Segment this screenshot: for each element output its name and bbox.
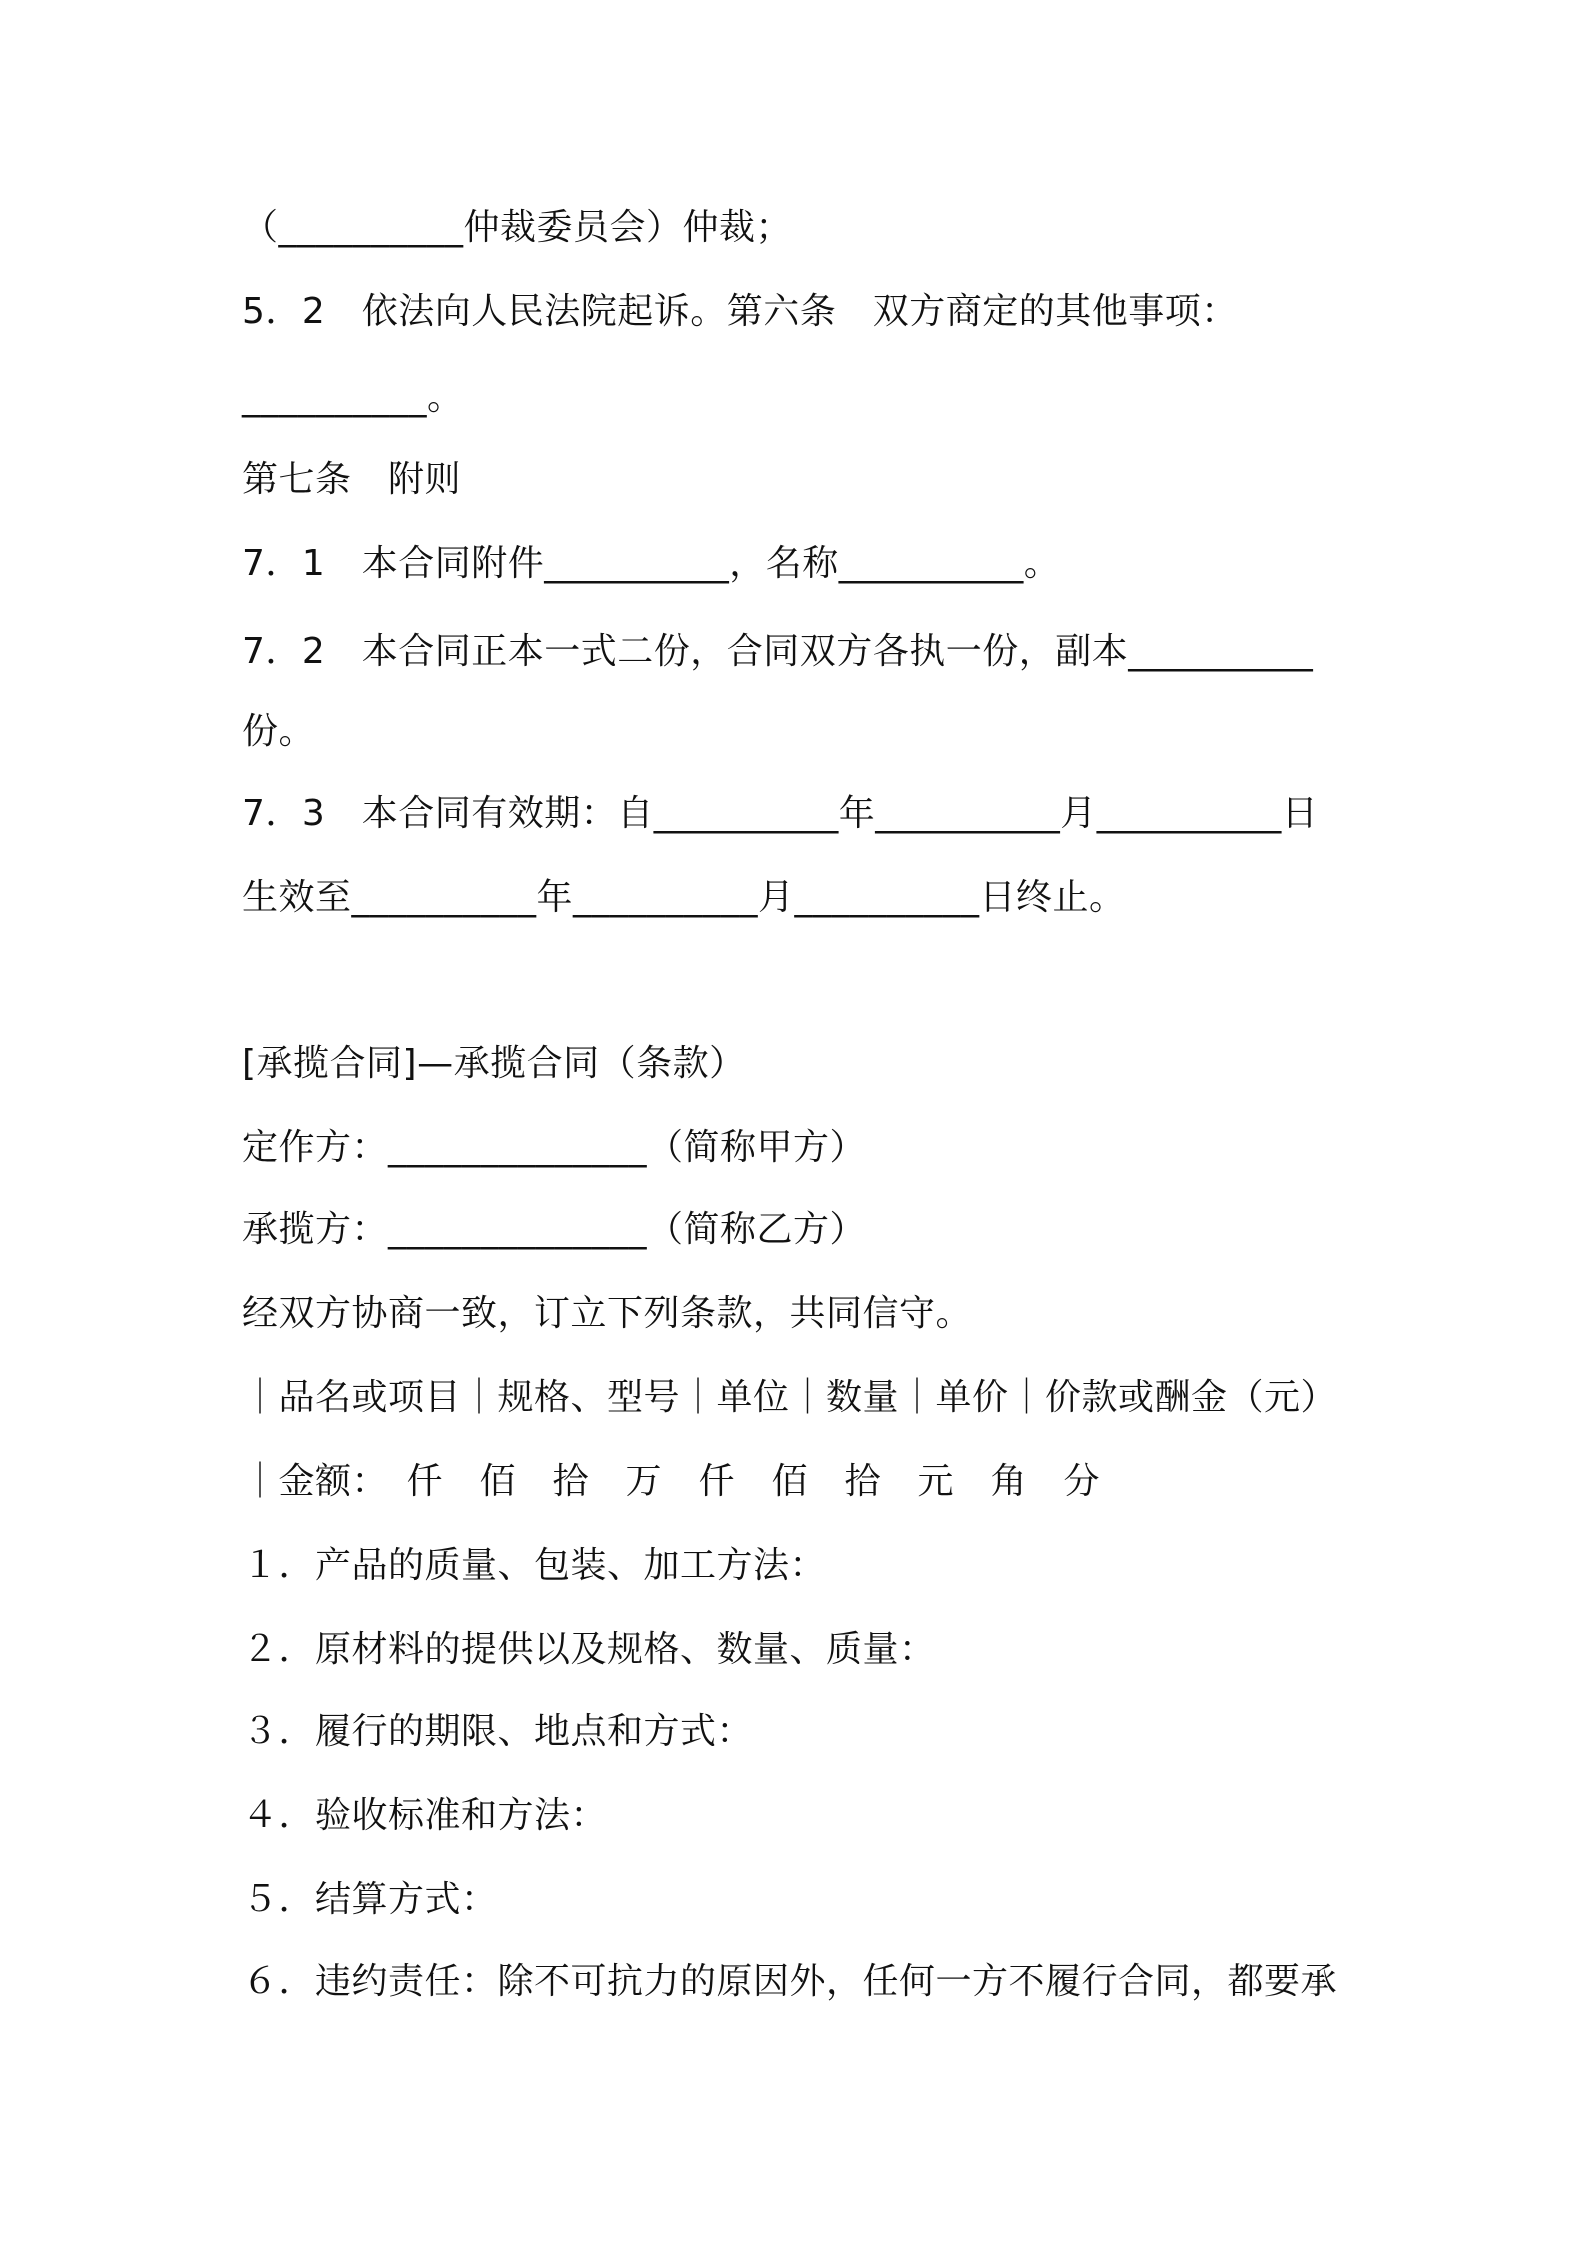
- text-line-clause-7-2: 7．2 本合同正本一式二份，合同双方各执一份，副本__________: [242, 631, 1314, 672]
- text-line-clause-7-3: 7．3 本合同有效期：自__________年__________月__________日: [242, 793, 1319, 834]
- table-amount-row: ｜金额： 仟 佰 拾 万 仟 佰 拾 元 角 分: [242, 1461, 1101, 1502]
- text-line-arbitration: （__________仲裁委员会）仲裁；: [242, 207, 793, 248]
- text-line-orderer: 定作方：______________（简称甲方）: [242, 1127, 867, 1168]
- text-line-clause-7-3-cont: 生效至__________年__________月__________日终止。: [242, 877, 1126, 918]
- section-heading-article-7: 第七条 附则: [242, 459, 462, 500]
- text-line-other-matters: __________。: [242, 377, 464, 418]
- list-item-2: ２．原材料的提供以及规格、数量、质量：: [242, 1629, 936, 1670]
- table-header-row: ｜品名或项目｜规格、型号｜单位｜数量｜单价｜价款或酬金（元）: [242, 1377, 1338, 1418]
- list-item-5: ５．结算方式：: [242, 1879, 498, 1920]
- list-item-4: ４．验收标准和方法：: [242, 1795, 608, 1836]
- list-item-6: ６．违约责任：除不可抗力的原因外，任何一方不履行合同，都要承: [242, 1961, 1338, 2002]
- list-item-1: １．产品的质量、包装、加工方法：: [242, 1545, 827, 1586]
- text-line-clause-7-2-cont: 份。: [242, 711, 316, 752]
- text-line-clause-7-1: 7．1 本合同附件__________，名称__________。: [242, 543, 1061, 584]
- text-line-agreement: 经双方协商一致，订立下列条款，共同信守。: [242, 1293, 973, 1334]
- text-line-clause-5-2: 5．2 依法向人民法院起诉。第六条 双方商定的其他事项：: [242, 291, 1238, 332]
- contract-title: [承揽合同]—承揽合同（条款）: [242, 1043, 746, 1084]
- text-line-contractor: 承揽方：______________（简称乙方）: [242, 1209, 867, 1250]
- list-item-3: ３．履行的期限、地点和方式：: [242, 1711, 754, 1752]
